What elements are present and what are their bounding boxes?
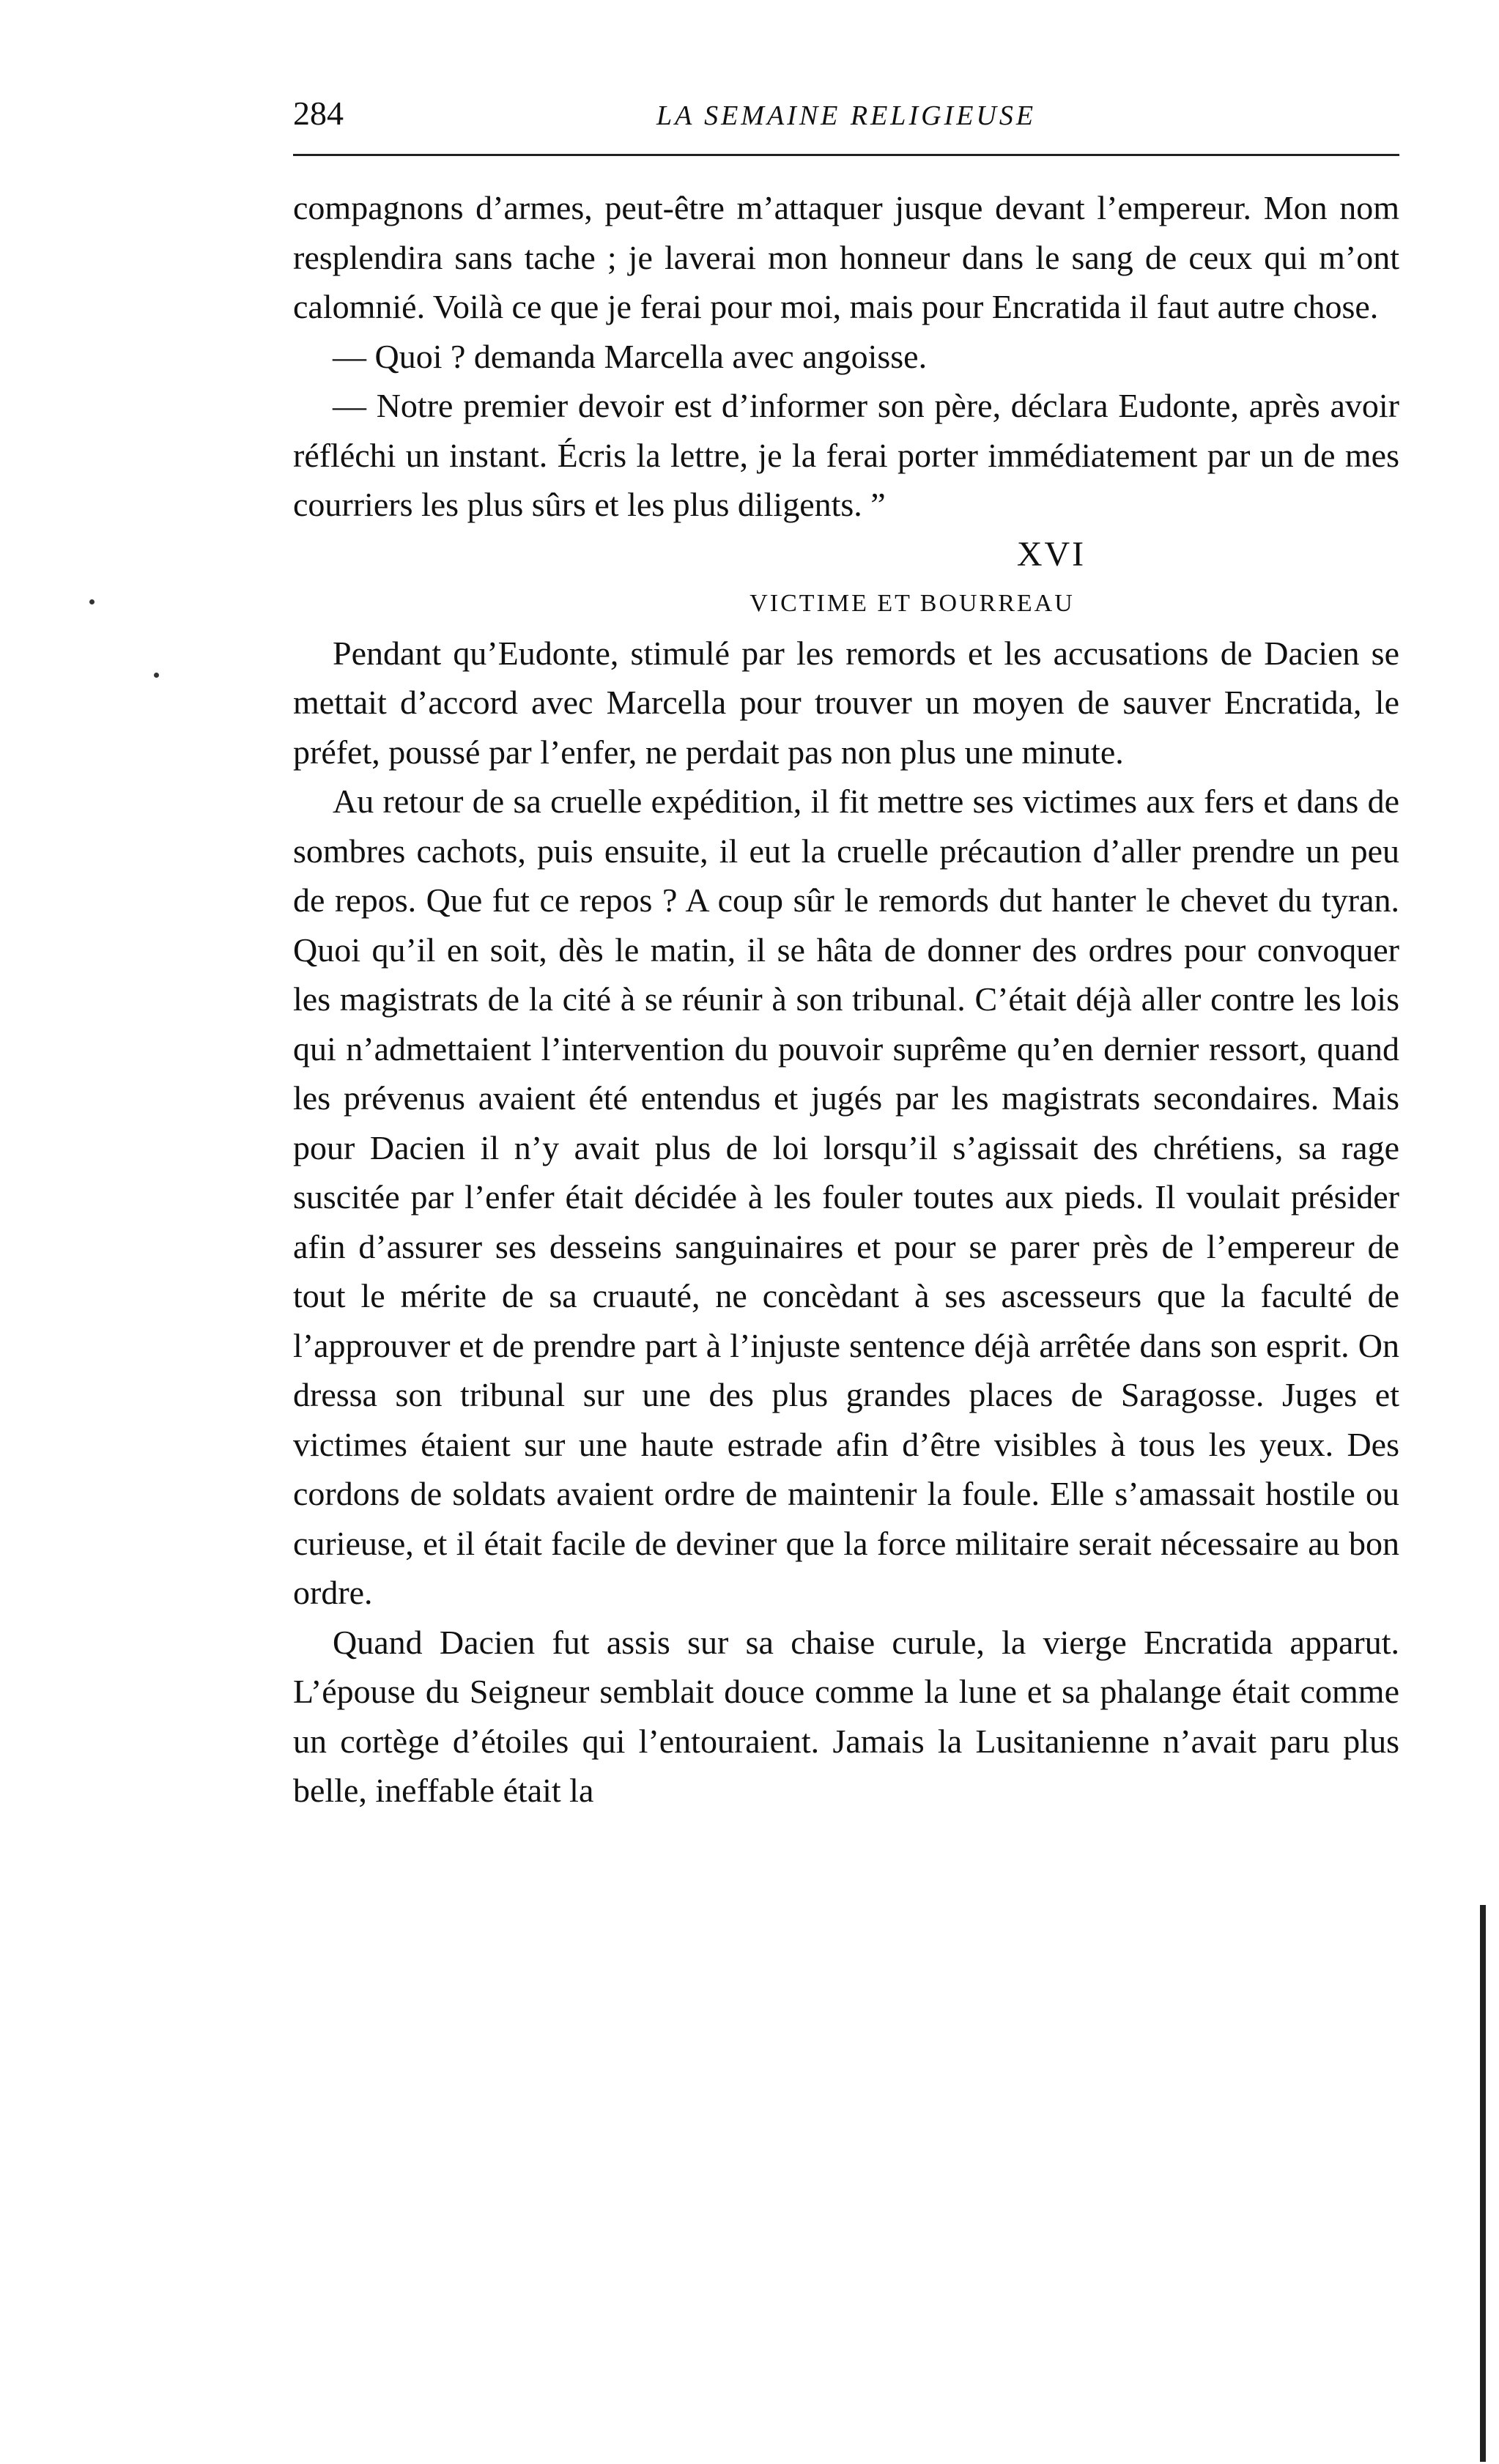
running-title: LA SEMAINE RELIGIEUSE [656, 100, 1037, 131]
paragraph: — Quoi ? demanda Marcella avec angoisse. [333, 337, 928, 375]
book-page [293, 81, 1399, 1809]
paragraph: Pendant qu’Eudonte, stimulé par les remords et les accusations de Dacien se mettait d’accord avec Marcella pour trouver un moyen de sauver Encratida, le préfet, poussé par l’enfer, ne perdait pas non plus une minute. [293, 634, 1399, 771]
speck-mark [89, 599, 95, 604]
header-rule [293, 154, 1399, 156]
page-number: 284 [293, 95, 344, 132]
chapter-number: XVI [1016, 534, 1087, 574]
paragraph: Au retour de sa cruelle expédition, il fit mettre ses victimes aux fers et dans de sombres cachots, puis ensuite, il eut la cruelle précaution d’aller prendre un peu de repos. Que fut ce repos ? A coup sûr le remords dut hanter le chevet du tyran. Quoi qu’il en soit, dès le matin, il se hâta de donner des ordres pour convoquer les magistrats de la cité à se réunir à son tribunal. C’était déjà aller contre les lois qui n’admettaient l’intervention du pouvoir suprême qu’en dernier ressort, quand les prévenus avaient été entendus et jugés par les magistrats secondaires. Mais pour Dacien il n’y avait plus de loi lorsqu’il s’agissait des chrétiens, sa rage suscitée par l’enfer était décidée à les fouler toutes aux pieds. Il voulait présider afin d’assurer ses desseins sanguinaires et pour se parer près de l’empereur de tout le mérite de sa cruauté, ne concèdant à ses ascesseurs que la faculté de l’approuver et de prendre part à l’injuste sentence déjà arrêtée dans son esprit. On dressa son tribunal sur une des plus grandes places de Saragosse. Juges et victimes étaient sur une haute estrade afin d’être visibles à tous les yeux. Des cordons de soldats avaient ordre de maintenir la foule. Elle s’amassait hostile ou curieuse, et il était facile de deviner que la force militaire serait nécessaire au bon ordre. [293, 783, 1399, 1611]
page-header [293, 81, 1399, 139]
chapter-title: VICTIME ET BOURREAU [750, 590, 1075, 617]
speck-mark [154, 673, 159, 678]
paragraph: compagnons d’armes, peut-être m’attaquer jusque devant l’empereur. Mon nom resplendira sans tache ; je laverai mon honneur dans le sang de ceux qui m’ont calomnié. Voilà ce que je ferai pour moi, mais pour Encratida il faut autre chose. [293, 189, 1399, 325]
paragraph: Quand Dacien fut assis sur sa chaise curule, la vierge Encratida apparut. L’épouse du Seigneur semblait douce comme la lune et sa phalange était comme un cortège d’étoiles qui l’entouraient. Jamais la Lusitanienne n’avait paru plus belle, ineffable était la [293, 1623, 1399, 1809]
page-edge-shadow [1480, 1905, 1486, 2462]
paragraph: — Notre premier devoir est d’informer son père, déclara Eudonte, après avoir réfléchi un instant. Écris la lettre, je la ferai porter immédiatement par un de mes courriers les plus sûrs et les plus diligents. ” [293, 387, 1399, 523]
body-text [293, 183, 1399, 1816]
